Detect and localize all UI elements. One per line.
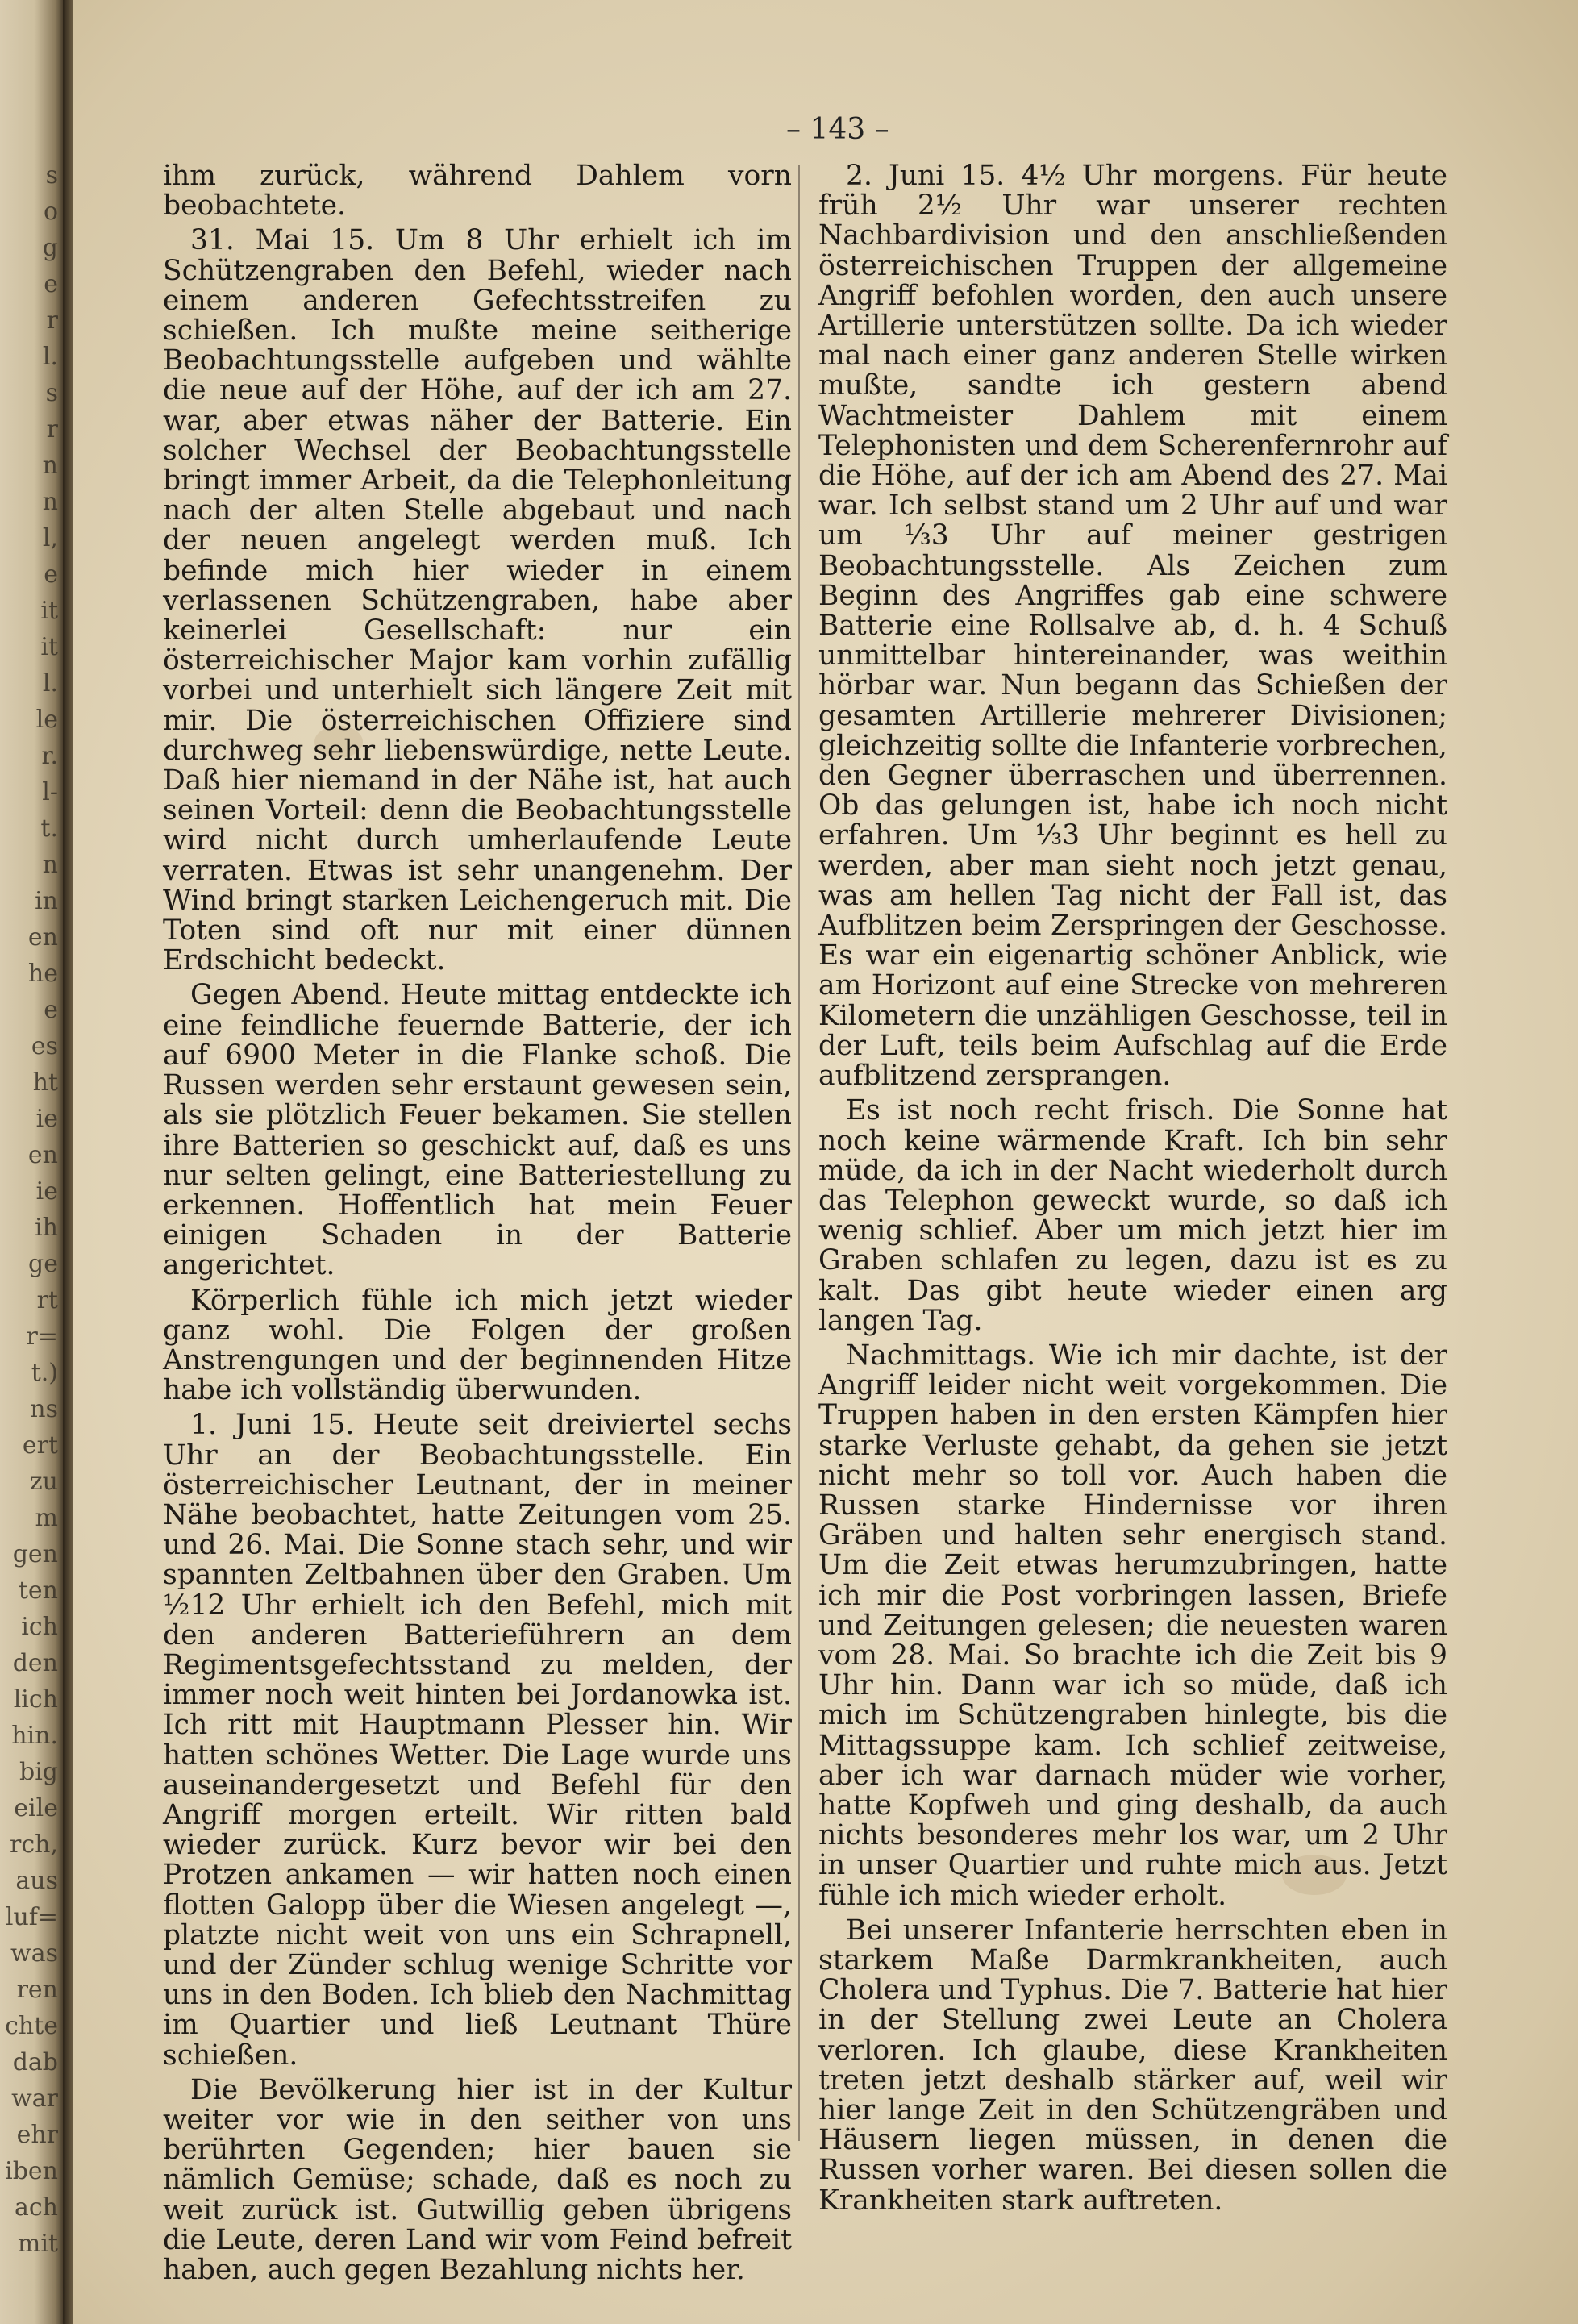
- paragraph: ihm zurück, während Dahlem vorn beobachtete.: [163, 160, 792, 223]
- facing-page-fragment: rt: [36, 1286, 58, 1314]
- facing-page-fragment: ih: [35, 1214, 58, 1242]
- facing-page-fragment: gen: [12, 1540, 58, 1568]
- facing-page-fragment: aus: [15, 1867, 58, 1895]
- facing-page-fragment: zu: [29, 1468, 58, 1496]
- facing-page-fragment: o: [43, 198, 58, 226]
- facing-page-fragment: r: [46, 306, 58, 335]
- facing-page-fragment: r.: [41, 742, 58, 770]
- facing-page-fragment: n: [42, 452, 58, 480]
- facing-page-fragment: n: [42, 851, 58, 879]
- facing-page-fragment: ach: [14, 2193, 58, 2222]
- facing-page-fragment: iben: [5, 2157, 58, 2185]
- facing-page-fragment: it: [40, 633, 58, 661]
- facing-page-edge: [0, 0, 63, 2324]
- paragraph: Gegen Abend. Heute mittag entdeckte ich eine feindliche feuernde Batterie, der ich auf 6900 Meter in die Flanke schoß. Die Russen werden sehr erstaunt gewesen sein, als sie plötzlich Feuer bekamen. Sie stellen ihre Batterien so geschickt auf, daß es uns nur selten gelingt, eine Batteriestellung zu erkennen. Hoffentlich hat mein Feuer einigen Schaden in der Batterie angerichtet.: [163, 979, 792, 1282]
- paragraph: Die Bevölkerung hier ist in der Kultur weiter vor wie in den seither von uns berührten Gegenden; hier bauen sie nämlich Gemüse; schade, daß es noch zu weit zurück ist. Gutwillig geben übrigens die Leute, deren Land wir vom Feind befreit haben, auch gegen Bezahlung nichts her.: [163, 2073, 792, 2287]
- facing-page-fragment: ie: [35, 1177, 58, 1206]
- facing-page-fragment: n: [42, 488, 58, 516]
- facing-page-fragment: chte: [5, 2012, 58, 2040]
- facing-page-fragment: was: [10, 1939, 58, 1968]
- facing-page-fragment: e: [44, 270, 58, 298]
- paragraph: 31. Mai 15. Um 8 Uhr erhielt ich im Schützengraben den Befehl, wieder nach einem anderen Gefechtsstreifen zu schießen. Ich mußte meine seitherige Beobachtungsstelle aufgeben und wählte die neue auf der Höhe, auf der ich am 27. war, aber etwas näher der Batterie. Ein solcher Wechsel der Beobachtungsstelle bringt immer Arbeit, da die Telephonleitung nach der alten Stelle abgebaut und nach der neuen angelegt werden muß. Ich befinde mich hier wieder in einem verlassenen Schützengraben, habe aber keinerlei Gesellschaft: nur ein österreichischer Major kam vorhin zufällig vorbei und unterhielt sich längere Zeit mit mir. Die österreichischen Offiziere sind durchweg sehr liebenswürdige, nette Leute. Daß hier niemand in der Nähe ist, hat auch seinen Vorteil: denn die Beobachtungsstelle wird nicht durch umherlaufende Leute verraten. Etwas ist sehr unangenehm. Der Wind bringt starken Leichengeruch mit. Die Toten sind oft nur mit einer dünnen Erdschicht bedeckt.: [163, 224, 792, 977]
- facing-page-fragment: ert: [22, 1431, 58, 1460]
- facing-page-fragment: t.: [40, 814, 58, 843]
- facing-page-fragment: he: [27, 960, 58, 988]
- facing-page-fragment: ehr: [16, 2121, 58, 2149]
- facing-page-fragment: luf=: [5, 1903, 58, 1931]
- facing-page-fragment: ge: [28, 1250, 58, 1278]
- facing-page-fragment: ren: [16, 1976, 58, 2004]
- paragraph: 1. Juni 15. Heute seit dreiviertel sechs Uhr an der Beobachtungsstelle. Ein österreichischer Leutnant, der in meiner Nähe beobachtet, hatte Zeitungen vom 25. und 26. Mai. Die Sonne stach sehr, und wir spannten Zeltbahnen über den Graben. Um ½12 Uhr erhielt ich den Befehl, mich mit den anderen Batterieführern an dem Regimentsgefechtsstand zu melden, der immer noch weit hinten bei Jordanowka ist. Ich ritt mit Hauptmann Plesser hin. Wir hatten schönes Wetter. Die Lage wurde uns auseinandergesetzt und Befehl für den Angriff morgen erteilt. Wir ritten bald wieder zurück. Kurz bevor wir bei den Protzen ankamen — wir hatten noch einen flotten Galopp über die Wiesen angelegt —, platzte nicht weit von uns ein Schrapnell, und der Zünder schlug wenige Schritte vor uns in den Boden. Ich blieb den Nachmittag im Quartier und ließ Leutnant Thüre schießen.: [163, 1409, 792, 2072]
- paragraph: Bei unserer Infanterie herrschten eben in starkem Maße Darmkrankheiten, auch Cholera und Typhus. Die 7. Batterie hat hier in der Stellung zwei Leute an Cholera verloren. Ich glaube, diese Krankheiten treten jetzt deshalb stärker auf, weil wir hier lange Zeit in den Schützengräben und Häusern liegen müssen, in denen die Russen vorher waren. Bei diesen sollen die Krankheiten stark auftreten.: [818, 1914, 1447, 2217]
- facing-page-fragment: ns: [30, 1395, 58, 1423]
- facing-page-fragment: l,: [42, 524, 58, 552]
- facing-page-fragment: ie: [35, 1105, 58, 1133]
- facing-page-fragment: l.: [42, 669, 58, 698]
- left-column: [163, 161, 792, 2290]
- page-number: – 143 –: [786, 113, 889, 146]
- facing-page-fragment: r=: [26, 1322, 58, 1351]
- paragraph: Nachmittags. Wie ich mir dachte, ist der Angriff leider nicht weit vorgekommen. Die Truppen haben in den ersten Kämpfen hier starke Verluste gehabt, da gehen sie jetzt nicht mehr so toll vor. Auch haben die Russen starke Hindernisse vor ihren Gräben und halten sehr energisch stand. Um die Zeit etwas herumzubringen, hatte ich mir die Post vorbringen lassen, Briefe und Zeitungen gelesen; die neuesten waren vom 28. Mai. So brachte ich die Zeit bis 9 Uhr hin. Dann war ich so müde, daß ich mich im Schützengraben hinlegte, bis die Mittagssuppe kam. Ich schlief zeitweise, aber ich war darnach müder wie vorher, hatte Kopfweh und ging deshalb, da auch nichts besonderes mehr los war, um 2 Uhr in unser Quartier und ruhte mich aus. Jetzt fühle ich mich wieder erholt.: [818, 1339, 1447, 1912]
- facing-page-fragment: ich: [21, 1613, 58, 1641]
- facing-page-fragment: den: [12, 1649, 58, 1677]
- facing-page-fragment: l.: [42, 343, 58, 371]
- facing-page-fragment: m: [35, 1504, 58, 1532]
- facing-page-fragment: mit: [17, 2230, 58, 2258]
- facing-page-fragment: s: [45, 379, 58, 407]
- facing-page-fragment: dab: [12, 2048, 58, 2076]
- facing-page-fragment: e: [44, 560, 58, 589]
- book-spine: [63, 0, 73, 2324]
- facing-page-fragment: eile: [14, 1794, 58, 1822]
- facing-page-fragment: en: [27, 923, 58, 952]
- facing-page-fragment: it: [40, 597, 58, 625]
- facing-page-fragment: es: [31, 1032, 58, 1060]
- facing-page-fragment: g: [42, 234, 58, 262]
- facing-page-fragment: r: [46, 415, 58, 444]
- column-divider: [798, 165, 800, 2141]
- facing-page-fragment: big: [19, 1758, 58, 1786]
- paragraph: Körperlich fühle ich mich jetzt wieder ganz wohl. Die Folgen der großen Anstrengungen und der beginnenden Hitze habe ich vollständig überwunden.: [163, 1284, 792, 1407]
- facing-page-fragment: ten: [18, 1576, 58, 1605]
- book-page: [73, 0, 1578, 2324]
- paragraph: Es ist noch recht frisch. Die Sonne hat noch keine wärmende Kraft. Ich bin sehr müde, da ich in der Nacht wiederholt durch das Telephon geweckt wurde, so daß ich wenig schlief. Aber um mich jetzt hier im Graben schlafen zu legen, dazu ist es zu kalt. Das gibt heute wieder einen arg langen Tag.: [818, 1094, 1447, 1337]
- facing-page-fragment: le: [35, 706, 58, 734]
- paragraph: 2. Juni 15. 4½ Uhr morgens. Für heute früh 2½ Uhr war unserer rechten Nachbardivision und den anschließenden österreichischen Truppen der allgemeine Angriff befohlen worden, den auch unsere Artillerie unterstützen sollte. Da ich wieder mal nach einer ganz anderen Stelle wirken mußte, sandte ich gestern abend Wachtmeister Dahlem mit einem Telephonisten und dem Scherenfernrohr auf die Höhe, auf der ich am Abend des 27. Mai war. Ich selbst stand um 2 Uhr auf und war um ⅓3 Uhr auf meiner gestrigen Beobachtungsstelle. Als Zeichen zum Beginn des Angriffes gab eine schwere Batterie eine Rollsalve ab, d. h. 4 Schuß unmittelbar hintereinander, was weithin hörbar war. Nun begann das Schießen der gesamten Artillerie mehrerer Divisionen; gleichzeitig sollte die Infanterie vorbrechen, den Gegner überraschen und überrennen. Ob das gelungen ist, habe ich noch nicht erfahren. Um ⅓3 Uhr beginnt es hell zu werden, aber man sieht noch jetzt genau, was am hellen Tag nicht der Fall ist, das Aufblitzen beim Zerspringen der Geschosse. Es war ein eigenartig schöner Anblick, wie am Horizont auf eine Strecke von mehreren Kilometern die unzähligen Geschosse, teil in der Luft, teils beim Aufschlag auf die Erde aufblitzend zersprangen.: [818, 160, 1447, 1093]
- facing-page-fragment: ht: [32, 1068, 58, 1097]
- facing-page-fragment: l-: [42, 778, 58, 806]
- right-column: [818, 161, 1447, 2221]
- facing-page-fragment: rch,: [10, 1830, 58, 1859]
- facing-page-fragment: en: [27, 1141, 58, 1169]
- facing-page-fragment: hin.: [11, 1722, 58, 1750]
- facing-page-fragment: in: [35, 887, 58, 915]
- facing-page-fragment: lich: [13, 1685, 58, 1714]
- facing-page-fragment: t.): [31, 1359, 58, 1387]
- facing-page-fragment: e: [44, 996, 58, 1024]
- facing-page-fragment: s: [45, 161, 58, 190]
- facing-page-fragment: war: [11, 2085, 58, 2113]
